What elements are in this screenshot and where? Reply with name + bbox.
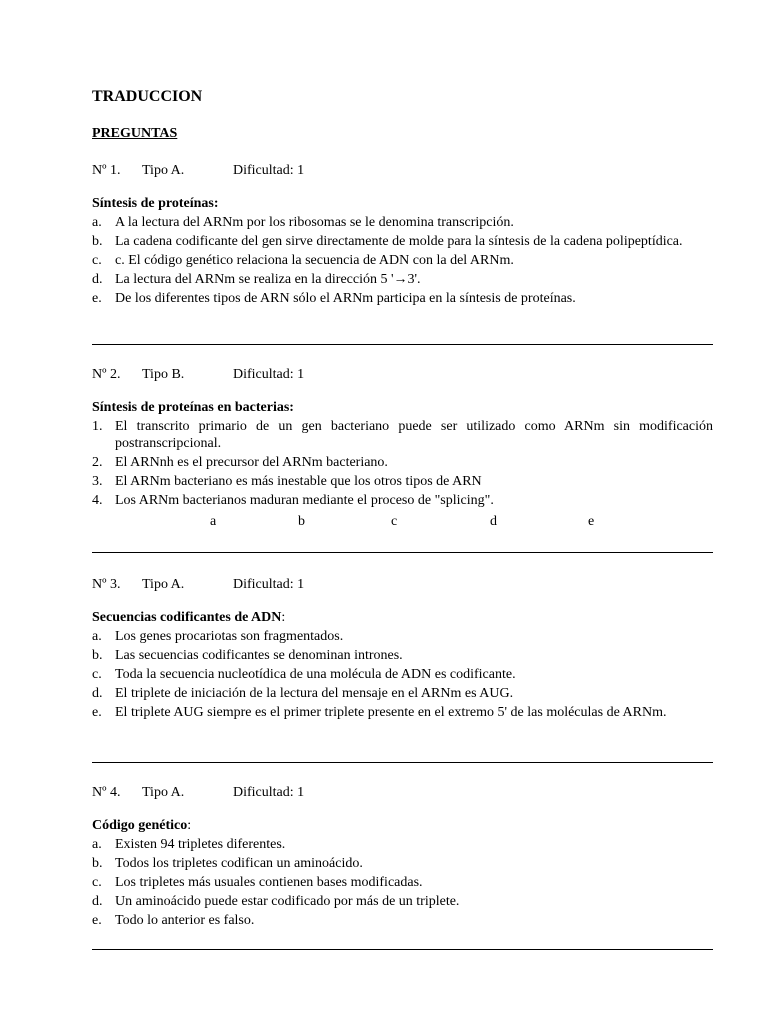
question-difficulty: Dificultad: 1 — [233, 577, 305, 592]
topic-label: Síntesis de proteínas: — [92, 196, 219, 211]
option-item — [92, 874, 713, 891]
option-item — [92, 252, 713, 269]
question-1 — [92, 162, 713, 309]
option-marker: 4. — [92, 493, 103, 508]
option-marker: a. — [92, 215, 102, 230]
question-type: Tipo A. — [142, 163, 185, 178]
option-marker: b. — [92, 856, 103, 871]
answer-option-b: b — [298, 514, 305, 529]
option-item — [92, 855, 713, 872]
option-item — [92, 214, 713, 231]
option-text: A la lectura del ARNm por los ribosomas se le denomina transcripción. — [115, 215, 514, 230]
question-difficulty: Dificultad: 1 — [233, 367, 305, 382]
question-number: Nº 1. — [92, 163, 121, 178]
option-list — [92, 836, 713, 929]
question-type: Tipo B. — [142, 367, 185, 382]
option-text: El ARNnh es el precursor del ARNm bacteriano. — [115, 455, 388, 470]
option-marker: e. — [92, 291, 102, 306]
answer-key-row — [92, 513, 713, 530]
option-item — [92, 418, 713, 452]
option-marker: a. — [92, 837, 102, 852]
option-item — [92, 454, 713, 471]
option-item — [92, 836, 713, 853]
answer-option-e: e — [588, 514, 595, 529]
question-difficulty: Dificultad: 1 — [233, 163, 305, 178]
option-item — [92, 704, 713, 721]
option-text: Los tripletes más usuales contienen bases modificadas. — [115, 875, 423, 890]
option-marker: 3. — [92, 474, 103, 489]
answer-option-a: a — [210, 514, 217, 529]
question-header — [92, 576, 713, 593]
option-text: Las secuencias codificantes se denominan intrones. — [115, 648, 403, 663]
option-text: El triplete de iniciación de la lectura del mensaje en el ARNm es AUG. — [115, 686, 514, 701]
option-marker: 2. — [92, 455, 103, 470]
section-subtitle: PREGUNTAS — [92, 126, 178, 141]
option-text: La cadena codificante del gen sirve directamente de molde para la síntesis de la cadena polipeptídica. — [115, 234, 683, 249]
question-header — [92, 784, 713, 801]
option-item — [92, 473, 713, 490]
question-difficulty: Dificultad: 1 — [233, 785, 305, 800]
question-4 — [92, 784, 713, 931]
document-title: TRADUCCION — [92, 88, 203, 105]
option-text: Todos los tripletes codifican un aminoácido. — [115, 856, 363, 871]
separator-line — [92, 949, 713, 950]
option-item — [92, 492, 713, 509]
question-header — [92, 162, 713, 179]
option-item — [92, 647, 713, 664]
option-item — [92, 893, 713, 910]
option-text: Los genes procariotas son fragmentados. — [115, 629, 344, 644]
option-item — [92, 685, 713, 702]
question-type: Tipo A. — [142, 577, 185, 592]
question-topic — [92, 609, 713, 626]
topic-suffix: : — [281, 610, 286, 625]
option-text: Existen 94 tripletes diferentes. — [115, 837, 286, 852]
separator-line — [92, 762, 713, 763]
option-marker: c. — [92, 253, 102, 268]
question-number: Nº 2. — [92, 367, 121, 382]
question-topic — [92, 817, 713, 834]
option-item — [92, 290, 713, 307]
option-text: c. El código genético relaciona la secuencia de ADN con la del ARNm. — [115, 253, 514, 268]
option-text: El triplete AUG siempre es el primer triplete presente en el extremo 5' de las moléculas de ARNm. — [115, 705, 667, 720]
question-type: Tipo A. — [142, 785, 185, 800]
option-marker: 1. — [92, 419, 103, 434]
option-text: La lectura del ARNm se realiza en la dirección 5 '→3'. — [115, 272, 421, 287]
question-number: Nº 4. — [92, 785, 121, 800]
option-list — [92, 418, 713, 509]
option-marker: d. — [92, 272, 103, 287]
question-number: Nº 3. — [92, 577, 121, 592]
question-header — [92, 366, 713, 383]
option-item — [92, 271, 713, 288]
option-marker: e. — [92, 705, 102, 720]
answer-option-d: d — [490, 514, 497, 529]
option-text: Los ARNm bacterianos maduran mediante el proceso de "splicing". — [115, 493, 494, 508]
option-text: De los diferentes tipos de ARN sólo el ARNm participa en la síntesis de proteínas. — [115, 291, 576, 306]
option-list — [92, 628, 713, 721]
topic-suffix: : — [187, 818, 192, 833]
option-item — [92, 233, 713, 250]
option-item — [92, 666, 713, 683]
option-marker: c. — [92, 667, 102, 682]
option-list — [92, 214, 713, 307]
option-marker: b. — [92, 648, 103, 663]
option-item — [92, 912, 713, 929]
option-marker: d. — [92, 894, 103, 909]
topic-label: Secuencias codificantes de ADN — [92, 610, 282, 625]
question-2 — [92, 366, 713, 530]
option-item — [92, 628, 713, 645]
option-text: Un aminoácido puede estar codificado por más de un triplete. — [115, 894, 460, 909]
topic-label: Síntesis de proteínas en bacterias: — [92, 400, 294, 415]
topic-label: Código genético — [92, 818, 188, 833]
option-marker: c. — [92, 875, 102, 890]
option-text: El transcrito primario de un gen bacteriano puede ser utilizado como ARNm sin modificación postranscripcional. — [115, 419, 713, 451]
question-topic — [92, 195, 713, 212]
separator-line — [92, 552, 713, 553]
option-marker: e. — [92, 913, 102, 928]
question-topic — [92, 399, 713, 416]
option-text: Toda la secuencia nucleotídica de una molécula de ADN es codificante. — [115, 667, 516, 682]
option-marker: d. — [92, 686, 103, 701]
option-text: El ARNm bacteriano es más inestable que los otros tipos de ARN — [115, 474, 482, 489]
answer-option-c: c — [391, 514, 398, 529]
option-text: Todo lo anterior es falso. — [115, 913, 255, 928]
question-3 — [92, 576, 713, 723]
option-marker: b. — [92, 234, 103, 249]
option-marker: a. — [92, 629, 102, 644]
separator-line — [92, 344, 713, 345]
